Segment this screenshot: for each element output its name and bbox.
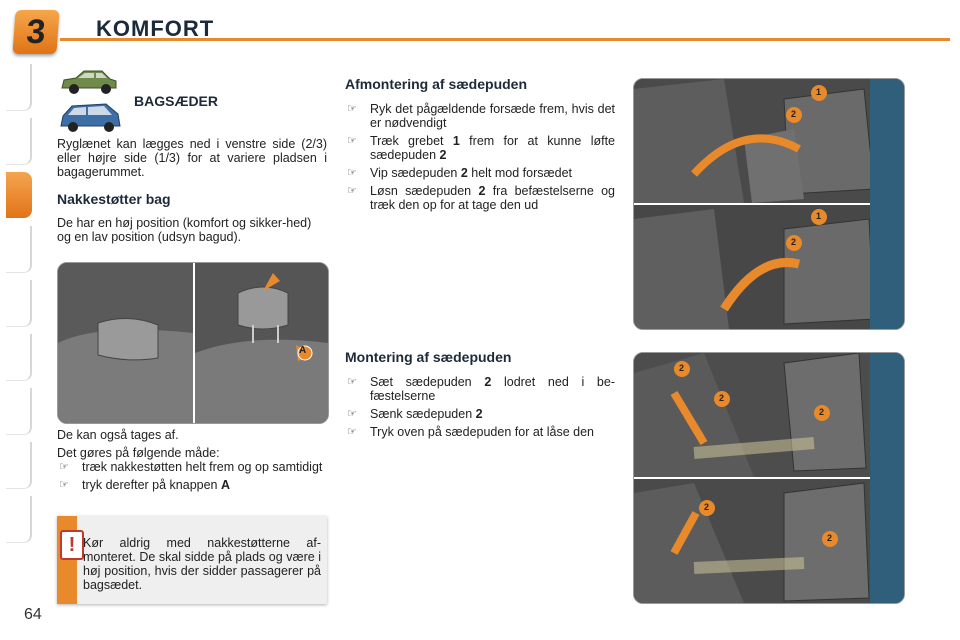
mount-cushion-steps <box>345 375 615 443</box>
chapter-tab[interactable] <box>6 442 32 489</box>
headrest-illustration <box>58 263 328 423</box>
chapter-tab[interactable] <box>6 280 32 327</box>
intro-text: Ryglænet kan lægges ned i venstre side (2/3) eller højre side (1/3) for at variere pladsen i bagagerummet. <box>57 137 327 179</box>
list-item: ☞ tryk derefter på knappen A <box>59 478 231 492</box>
removal-steps <box>57 460 327 496</box>
mount-cushion-illustration <box>634 353 904 603</box>
bullet-hand-icon: ☞ <box>59 461 69 473</box>
chapter-tab[interactable] <box>6 334 32 381</box>
warning-text: Kør aldrig med nakkestøtterne af-monteret. De skal sidde på plads og være i høj position, hvis der sidder passagerer på bagsædet. <box>83 536 321 592</box>
bullet-hand-icon: ☞ <box>347 408 357 420</box>
bullet-hand-icon: ☞ <box>347 376 357 388</box>
photo-label: 2 <box>791 109 797 119</box>
bullet-hand-icon: ☞ <box>347 135 357 147</box>
headrest-text: De har en høj position (komfort og sikker-hed) og en lav position (udsyn bagud). <box>57 216 312 244</box>
page-number: 64 <box>24 606 42 623</box>
list-item: ☞ Sæt sædepuden 2 lodret ned i be-fæstelserne <box>347 375 615 403</box>
warning-exclamation-icon: ! <box>60 530 84 560</box>
car-icon-mpv <box>58 100 124 134</box>
bullet-hand-icon: ☞ <box>347 103 357 115</box>
headrest-photo <box>57 262 329 424</box>
photo-label: 2 <box>704 502 710 512</box>
chapter-tabs <box>6 64 32 584</box>
headrest-heading: Nakkestøtter bag <box>57 191 171 207</box>
chapter-tab[interactable] <box>6 118 32 165</box>
chapter-number-badge: 3 <box>12 10 59 54</box>
list-item: ☞ Vip sædepuden 2 helt mod forsædet <box>347 166 572 180</box>
list-item: ☞ Ryk det pågældende forsæde frem, hvis det er nødvendigt <box>347 102 615 130</box>
photo-label: 2 <box>827 533 833 543</box>
chapter-tab[interactable] <box>6 64 32 111</box>
removal-line-2: Det gøres på følgende måde: <box>57 446 220 460</box>
list-item: ☞ Løsn sædepuden 2 fra befæstelserne og træk den op for at tage den ud <box>347 184 616 212</box>
mount-cushion-heading: Montering af sædepuden <box>345 349 512 365</box>
chapter-tab[interactable] <box>6 388 32 435</box>
photo-label: 2 <box>791 237 797 247</box>
button-label-a: A <box>220 478 231 492</box>
warning-box <box>57 516 327 604</box>
photo-label-a: A <box>299 345 307 356</box>
photo-label: 2 <box>819 407 825 417</box>
list-item: ☞ Træk grebet 1 frem for at kunne løfte sædepuden 2 <box>347 134 616 162</box>
section-title-rear-seats: BAGSÆDER <box>134 93 219 109</box>
car-icon-small <box>58 66 120 96</box>
remove-cushion-photo <box>633 78 905 330</box>
list-item: ☞ Tryk oven på sædepuden for at låse den <box>347 425 594 439</box>
bullet-hand-icon: ☞ <box>347 167 357 179</box>
photo-label: 2 <box>719 393 725 403</box>
list-item: ☞ Sænk sædepuden 2 <box>347 407 483 421</box>
bullet-hand-icon: ☞ <box>347 426 357 438</box>
remove-cushion-illustration <box>634 79 904 329</box>
removal-line-1: De kan også tages af. <box>57 428 179 442</box>
chapter-tab-active[interactable] <box>6 172 32 218</box>
mount-cushion-photo <box>633 352 905 604</box>
removal-intro <box>57 428 327 464</box>
chapter-tab[interactable] <box>6 226 32 273</box>
page-header <box>0 0 960 56</box>
bullet-hand-icon: ☞ <box>347 185 357 197</box>
list-item: ☞ træk nakkestøtten helt frem og op samtidigt <box>59 460 323 474</box>
chapter-title: KOMFORT <box>96 16 215 41</box>
remove-cushion-heading: Afmontering af sædepuden <box>345 76 528 92</box>
remove-cushion-steps <box>345 102 615 216</box>
bullet-hand-icon: ☞ <box>59 479 69 491</box>
photo-label: 1 <box>816 87 822 97</box>
photo-label: 1 <box>816 211 822 221</box>
chapter-tab[interactable] <box>6 496 32 543</box>
photo-label: 2 <box>679 363 685 373</box>
